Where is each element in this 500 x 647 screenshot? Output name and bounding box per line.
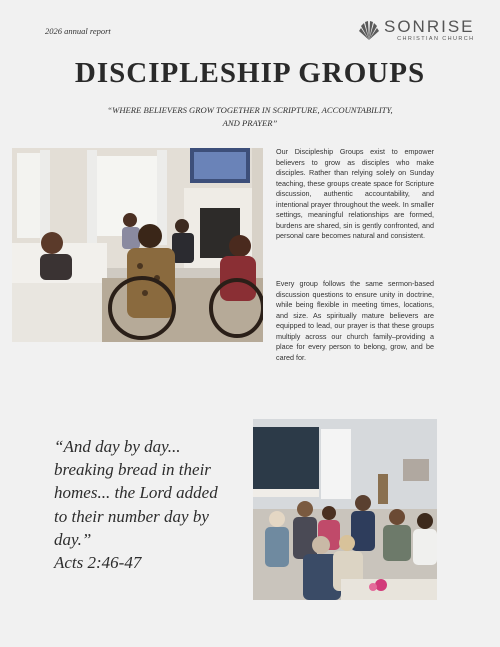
logo-name: SONRISE xyxy=(384,17,475,36)
paragraph-1: Our Discipleship Groups exist to empower believers to grow as disciples who make disciples. Rather than relying solely on Sunday teaching, these groups create space for Scripture discussion, authentic accountability, and intentional prayer throughout the week. In smaller settings, meaningful relationships are formed, burdens are shared, sin is gently confronted, and personal care becomes natural and consistent. xyxy=(276,147,434,240)
group-portrait-photo xyxy=(253,419,437,600)
church-logo xyxy=(358,19,475,42)
page-subtitle: “WHERE BELIEVERS GROW TOGETHER IN SCRIPTURE, ACCOUNTABILITY, AND PRAYER” xyxy=(107,105,393,128)
scripture-quote xyxy=(54,435,234,574)
group-meeting-photo xyxy=(12,148,263,342)
sunburst-fan-icon xyxy=(358,20,380,42)
page-title: DISCIPLESHIP GROUPS xyxy=(74,57,426,89)
quote-text: “And day by day... breaking bread in their homes... the Lord added to their number day by day.” xyxy=(54,437,218,549)
quote-reference: Acts 2:46-47 xyxy=(54,553,142,573)
logo-subtitle: CHRISTIAN CHURCH xyxy=(397,36,475,42)
paragraph-2: Every group follows the same sermon-based discussion questions to ensure unity in doctrine, while being flexible in meeting times, locations, and size. As spiritually mature believers are equipped to lead, our prayer is that these groups multiply across our church family–providing a place for every person to belong, grow, and be cared for. xyxy=(276,279,434,362)
report-label: 2026 annual report xyxy=(45,26,111,36)
